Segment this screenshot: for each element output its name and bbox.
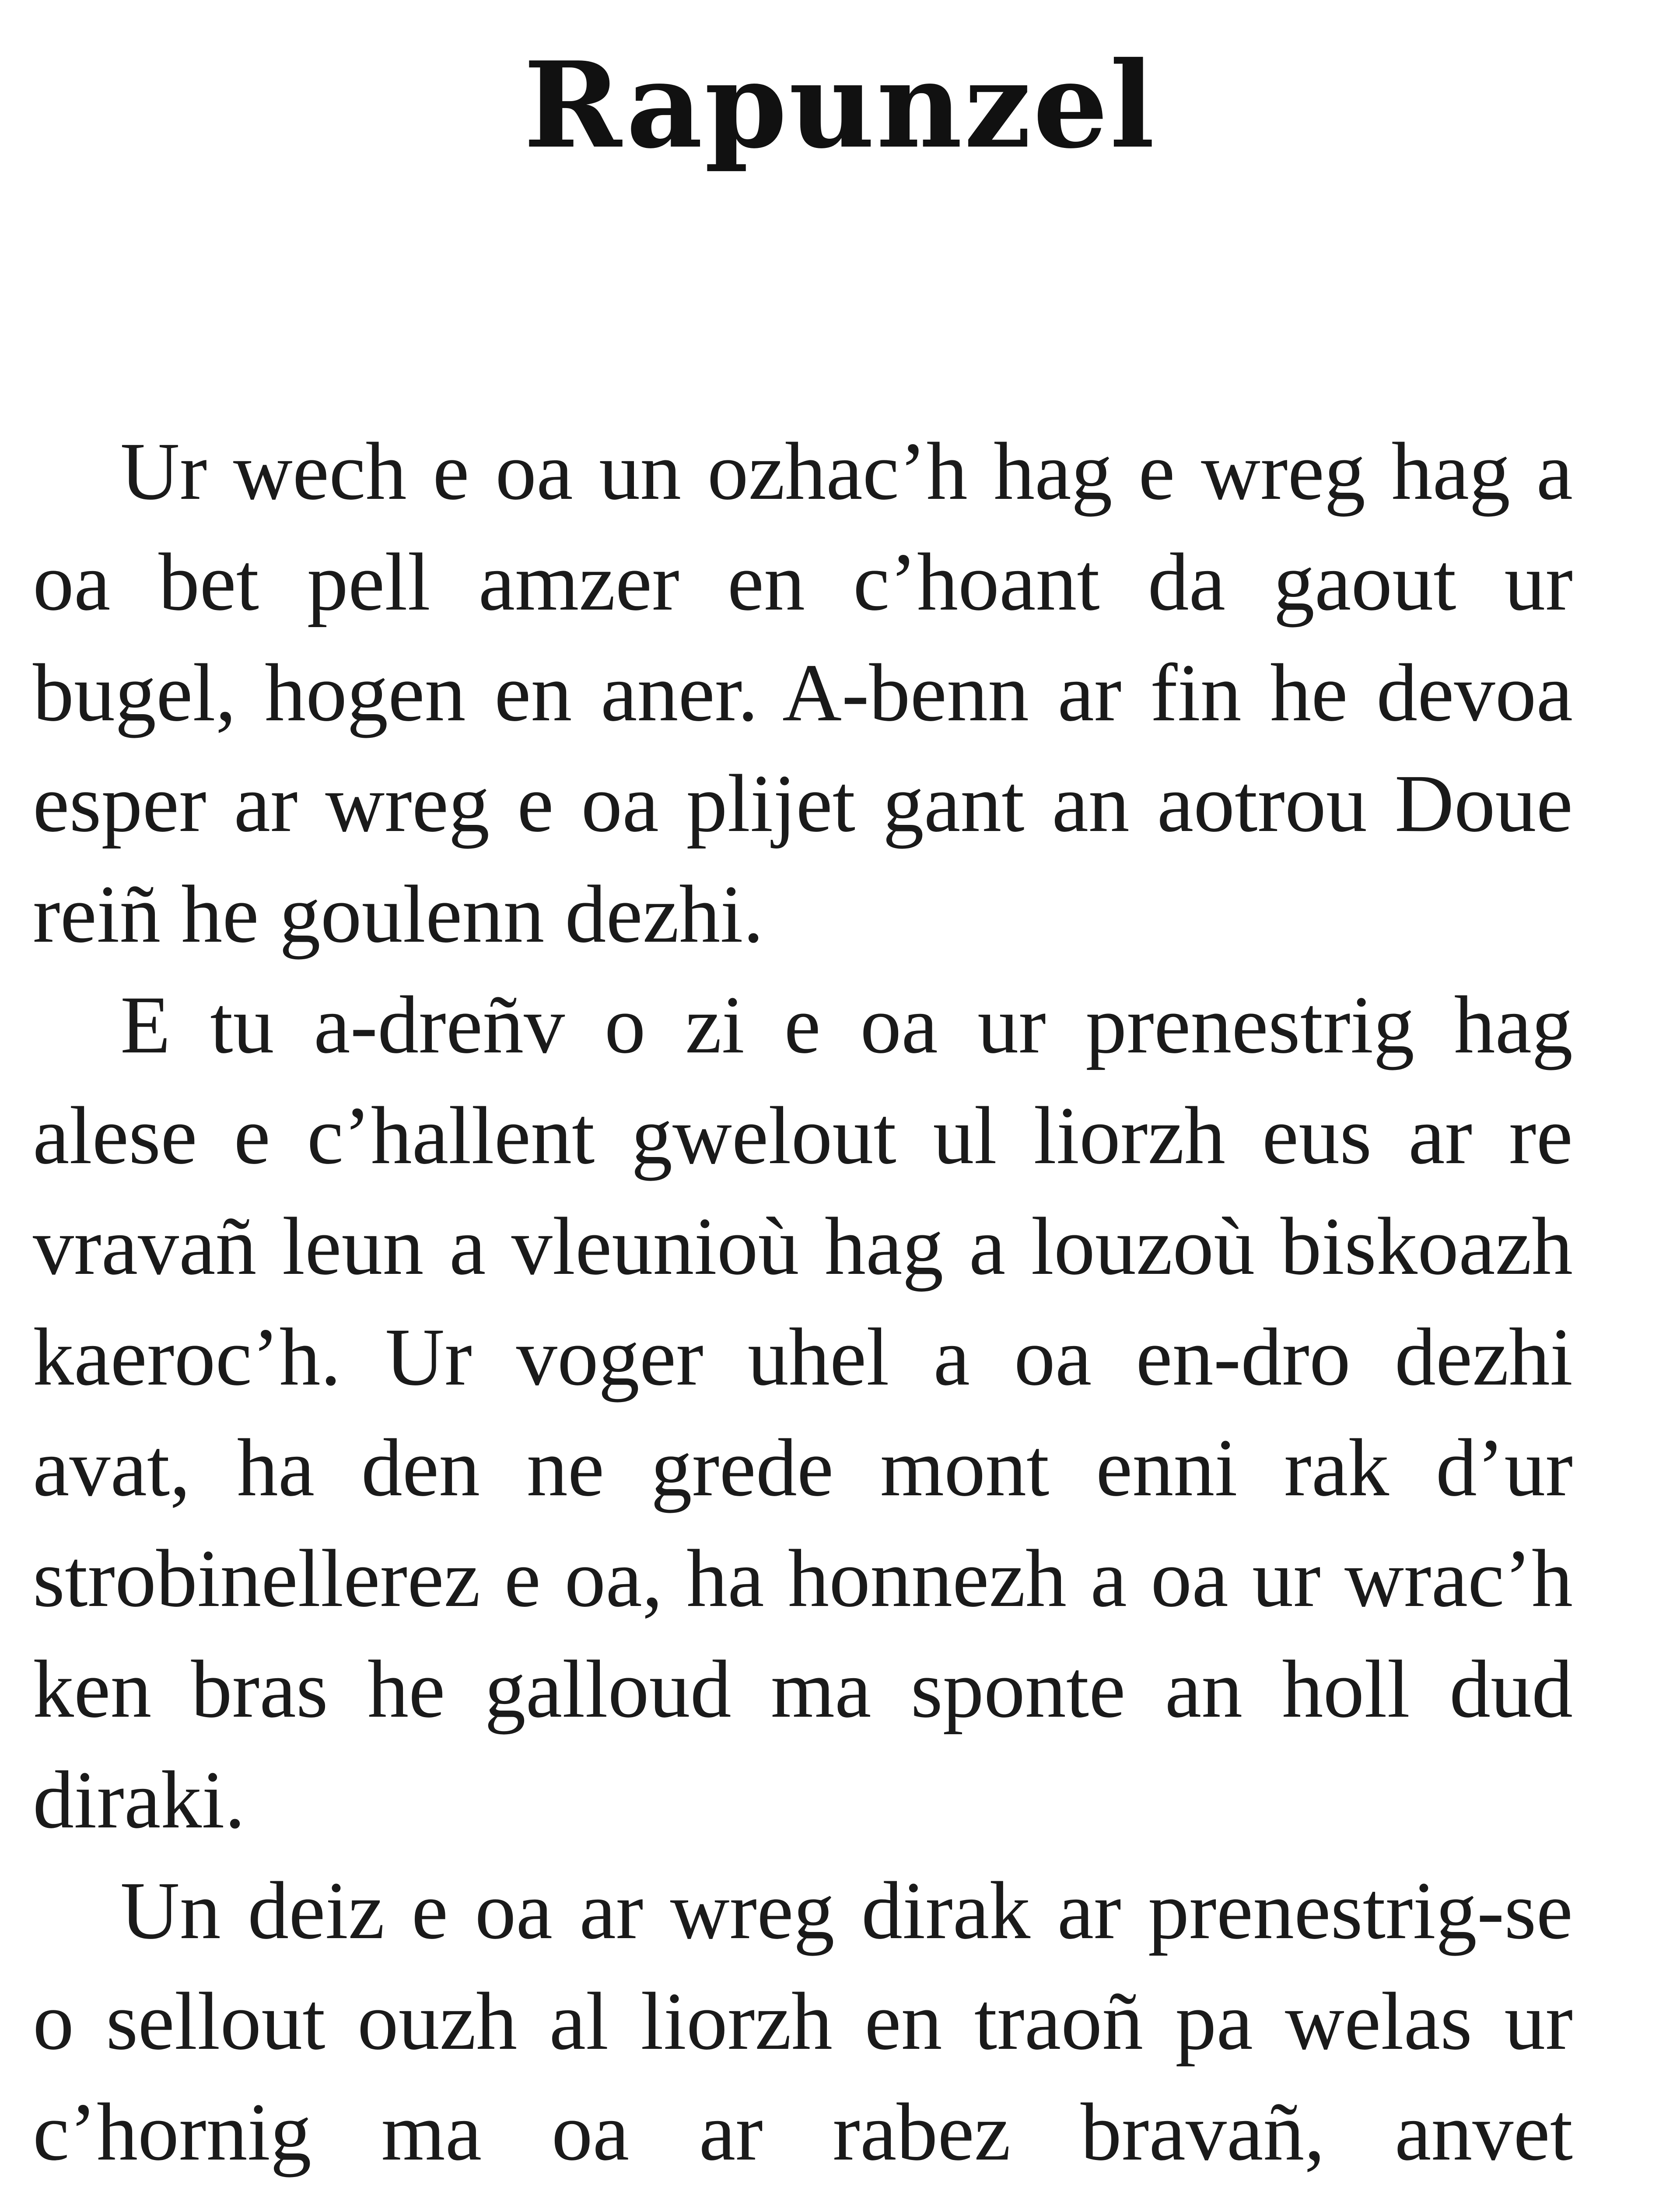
- page-title: Rapunzel: [523, 35, 1157, 175]
- paragraph-1: Ur wech e oa un ozhac’h hag e wreg hag a oa bet pell amzer en c’hoant da gaout ur bugel, hogen en aner. A-benn ar fin he devoa esper ar wreg e oa plijet gant an aotrou Doue reiñ he goulenn dezhi.: [33, 425, 1573, 960]
- paragraph-3: Un deiz e oa ar wreg dirak ar prenestrig-se o sellout ouzh al liorzh en traoñ pa welas ur c’hornig ma oa ar rabez bravañ, anvet: [33, 1865, 1573, 2177]
- paragraph-2: E tu a-dreñv o zi e oa ur prenestrig hag alese e c’hallent gwelout ul liorzh eus ar re vravañ leun a vleunioù hag a louzoù biskoazh kaeroc’h. Ur voger uhel a oa en-dro dezhi avat, ha den ne grede mont enni rak d’ur strobinellerez e oa, ha honnezh a oa ur wrac’h ken bras he galloud ma sponte an holl dud diraki.: [33, 979, 1573, 1845]
- story-text: [33, 416, 1573, 2188]
